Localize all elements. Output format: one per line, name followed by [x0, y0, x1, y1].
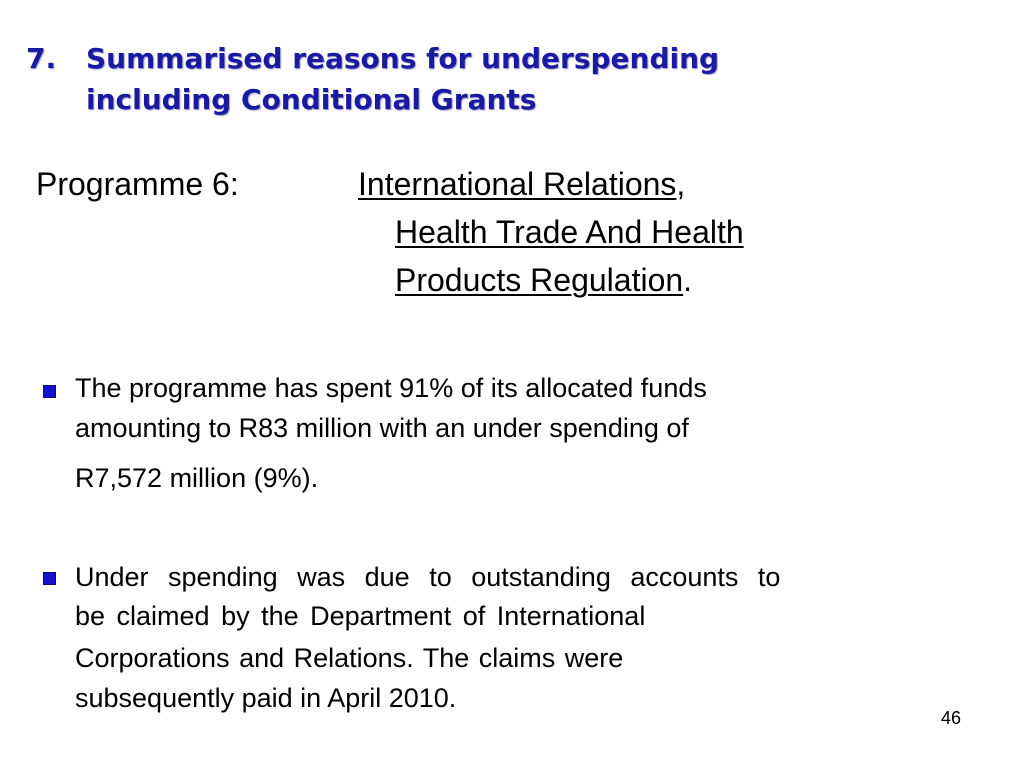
- programme-name-1-suffix: ,: [676, 166, 686, 202]
- bullet-1-line-1: The programme has spent 91% of its allocated funds: [75, 373, 707, 403]
- bullet-2-line-3: Corporations and Relations. The claims were: [75, 643, 624, 673]
- bullet-2-line-2: be claimed by the Department of International: [75, 601, 646, 631]
- programme-name-line-3: [395, 262, 692, 299]
- programme-name-1: International Relations: [358, 166, 677, 202]
- programme-label: Programme 6:: [36, 166, 239, 202]
- programme-name-line-1: [358, 166, 685, 203]
- bullet-2-line-1: Under spending was due to outstanding accounts to: [75, 562, 781, 592]
- page-number: 46: [941, 708, 962, 728]
- bullet-1-line-3: R7,572 million (9%).: [75, 463, 319, 493]
- bullet-2-line-4: subsequently paid in April 2010.: [75, 683, 457, 713]
- programme-name-3: Products Regulation: [395, 262, 684, 298]
- title-line-1: Summarised reasons for underspending: [86, 42, 720, 75]
- title-number: 7.: [26, 42, 57, 75]
- title-line-2: including Conditional Grants: [86, 83, 537, 116]
- programme-name-2: Health Trade And Health: [395, 214, 744, 250]
- bullet-square-icon: [43, 385, 56, 398]
- programme-name-line-2: [395, 214, 744, 251]
- bullet-1-line-2: amounting to R83 million with an under spending of: [75, 413, 689, 443]
- programme-name-3-suffix: .: [683, 262, 693, 298]
- bullet-square-icon: [43, 572, 56, 585]
